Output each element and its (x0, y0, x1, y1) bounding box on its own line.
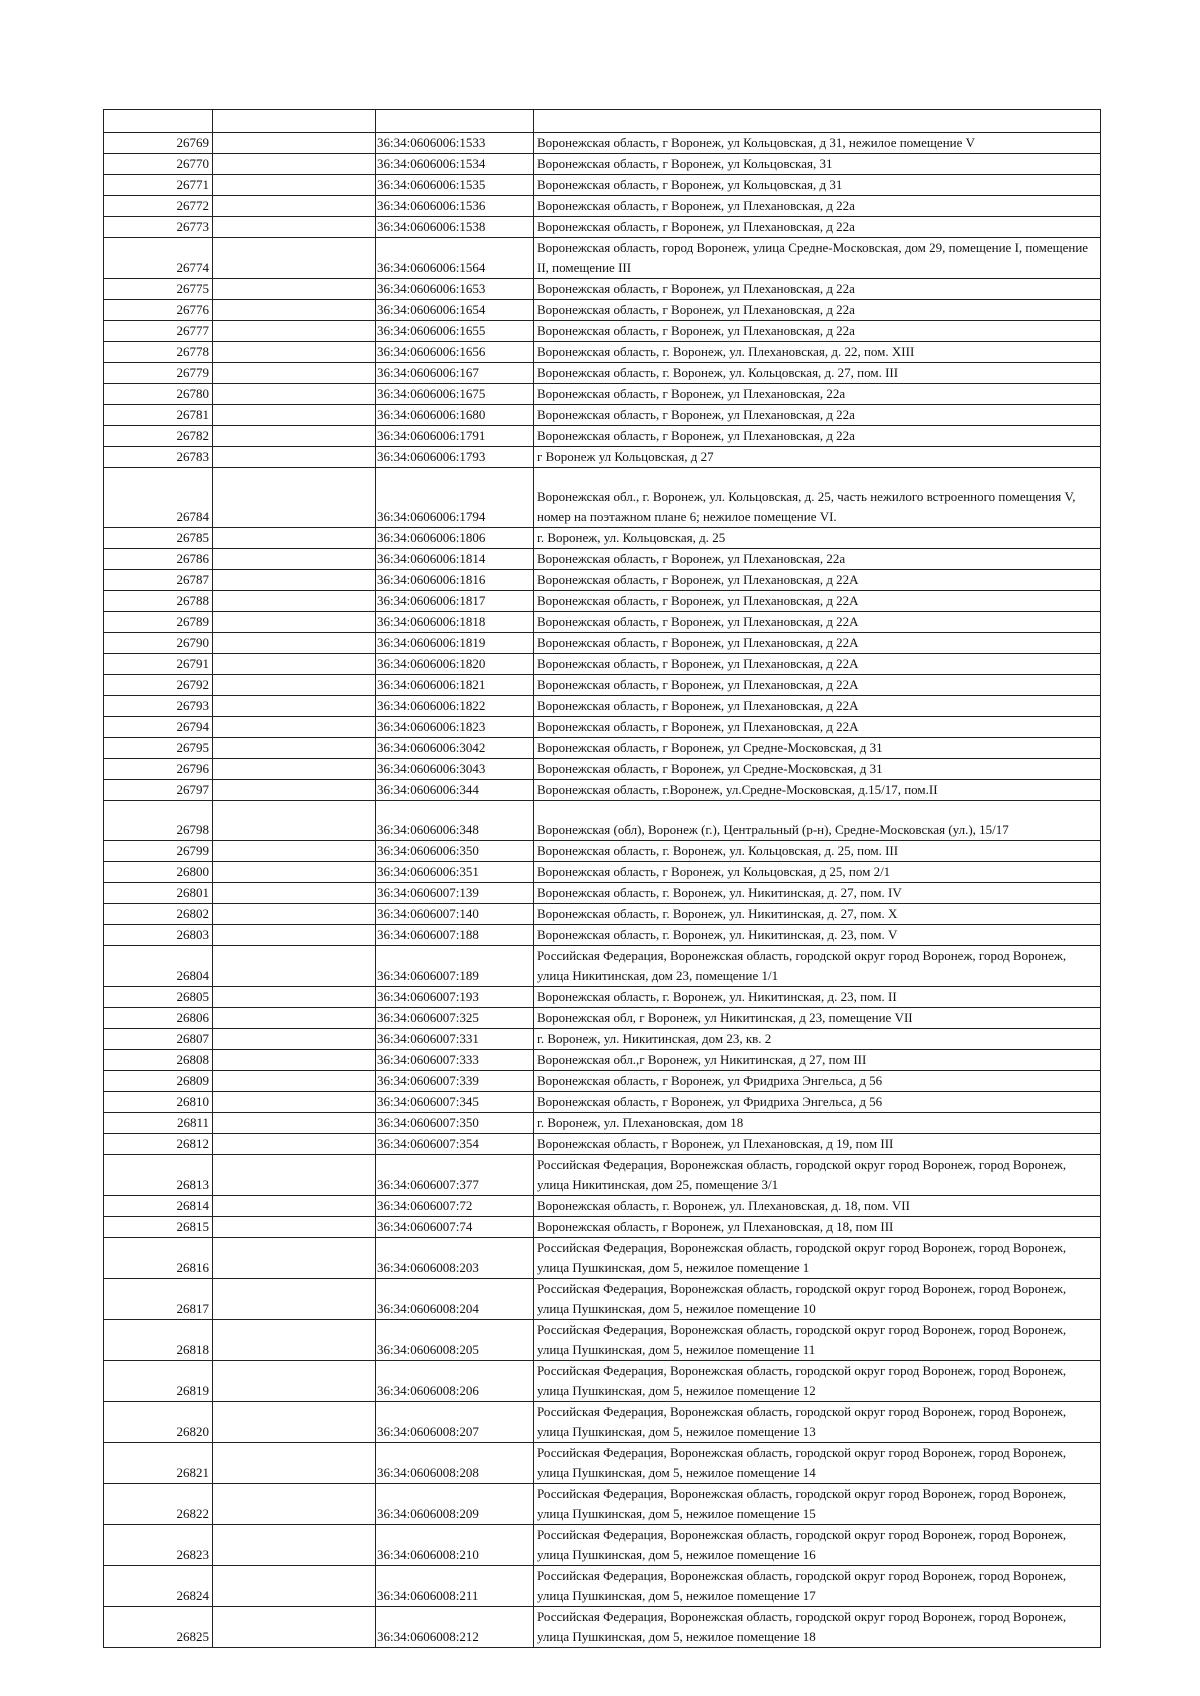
empty-cell (213, 780, 376, 801)
empty-cell (213, 801, 376, 841)
empty-cell (213, 925, 376, 946)
cadastral-number: 36:34:0606006:351 (376, 862, 534, 883)
table-row (104, 570, 1101, 591)
empty-cell (213, 110, 376, 133)
cadastral-number: 36:34:0606006:1822 (376, 696, 534, 717)
row-number: 26819 (104, 1361, 213, 1402)
table-row (104, 1566, 1101, 1607)
registry-table-sheet (103, 109, 1100, 1648)
row-number: 26778 (104, 342, 213, 363)
address-cell: Воронежская область, г Воронеж, ул Кольцовская, д 25, пом 2/1 (534, 862, 1101, 883)
row-number: 26781 (104, 405, 213, 426)
empty-cell (213, 1443, 376, 1484)
empty-cell (213, 570, 376, 591)
address-cell: Российская Федерация, Воронежская область, городской округ город Воронеж, город Воронеж, улица Пушкинская, дом 5, нежилое помещение 12 (534, 1361, 1101, 1402)
address-cell: Воронежская область, г Воронеж, ул Плехановская, д 22а (534, 217, 1101, 238)
address-cell: Российская Федерация, Воронежская область, городской округ город Воронеж, город Воронеж, улица Пушкинская, дом 5, нежилое помещение 10 (534, 1279, 1101, 1320)
address-cell: Воронежская область, г Воронеж, ул Плехановская, д 22А (534, 696, 1101, 717)
empty-cell (213, 549, 376, 570)
cadastral-number: 36:34:0606006:1794 (376, 468, 534, 528)
table-row (104, 801, 1101, 841)
row-number: 26792 (104, 675, 213, 696)
table-row (104, 1525, 1101, 1566)
empty-cell (213, 696, 376, 717)
table-row (104, 238, 1101, 279)
table-row (104, 654, 1101, 675)
cadastral-number: 36:34:0606006:167 (376, 363, 534, 384)
cadastral-number: 36:34:0606006:1533 (376, 133, 534, 154)
empty-cell (213, 175, 376, 196)
table-row (104, 1484, 1101, 1525)
empty-cell (213, 528, 376, 549)
row-number: 26812 (104, 1134, 213, 1155)
table-row (104, 1607, 1101, 1648)
empty-cell (213, 1008, 376, 1029)
row-number: 26777 (104, 321, 213, 342)
cadastral-number: 36:34:0606006:1536 (376, 196, 534, 217)
table-row (104, 675, 1101, 696)
address-cell: Воронежская область, г Воронеж, ул Плехановская, д 22А (534, 717, 1101, 738)
table-row (104, 342, 1101, 363)
empty-cell (213, 321, 376, 342)
address-cell: Воронежская область, г Воронеж, ул Плехановская, д 22а (534, 321, 1101, 342)
row-number: 26789 (104, 612, 213, 633)
row-number: 26799 (104, 841, 213, 862)
row-number: 26808 (104, 1050, 213, 1071)
row-number: 26785 (104, 528, 213, 549)
row-number: 26784 (104, 468, 213, 528)
table-row (104, 1238, 1101, 1279)
table-row (104, 300, 1101, 321)
address-cell: Воронежская область, г Воронеж, ул Плехановская, д 22а (534, 426, 1101, 447)
row-number: 26801 (104, 883, 213, 904)
address-cell: Российская Федерация, Воронежская область, городской округ город Воронеж, город Воронеж, улица Никитинская, дом 23, помещение 1/1 (534, 946, 1101, 987)
table-row (104, 1361, 1101, 1402)
address-cell: Воронежская область, г.Воронеж, ул.Средне-Московская, д.15/17, пом.II (534, 780, 1101, 801)
registry-table (103, 109, 1101, 1648)
address-cell: Воронежская область, г Воронеж, ул Фридриха Энгельса, д 56 (534, 1071, 1101, 1092)
table-row (104, 633, 1101, 654)
table-row (104, 1155, 1101, 1196)
table-row (104, 363, 1101, 384)
address-cell: Воронежская обл.,г Воронеж, ул Никитинская, д 27, пом III (534, 1050, 1101, 1071)
empty-cell (213, 238, 376, 279)
empty-cell (213, 633, 376, 654)
address-cell: Воронежская область, г Воронеж, ул Плехановская, д 22а (534, 279, 1101, 300)
cadastral-number: 36:34:0606008:206 (376, 1361, 534, 1402)
empty-cell (213, 1238, 376, 1279)
row-number: 26796 (104, 759, 213, 780)
cadastral-number: 36:34:0606007:325 (376, 1008, 534, 1029)
address-cell: Воронежская область, г Воронеж, ул Кольцовская, д 31 (534, 175, 1101, 196)
cadastral-number: 36:34:0606008:212 (376, 1607, 534, 1648)
row-number: 26817 (104, 1279, 213, 1320)
empty-cell (213, 654, 376, 675)
table-row (104, 1134, 1101, 1155)
address-cell: Воронежская обл., г. Воронеж, ул. Кольцовская, д. 25, часть нежилого встроенного помещения V, номер на поэтажном плане 6; нежилое помещение VI. (534, 468, 1101, 528)
empty-cell (213, 675, 376, 696)
address-cell: Воронежская область, г Воронеж, ул Плехановская, д 22а (534, 300, 1101, 321)
table-row (104, 468, 1101, 528)
cadastral-number: 36:34:0606007:193 (376, 987, 534, 1008)
empty-cell (213, 1320, 376, 1361)
address-cell: Воронежская область, г Воронеж, ул Плехановская, д 22а (534, 196, 1101, 217)
cadastral-number: 36:34:0606006:1535 (376, 175, 534, 196)
cadastral-number: 36:34:0606006:1654 (376, 300, 534, 321)
empty-cell (213, 1361, 376, 1402)
table-row (104, 841, 1101, 862)
address-cell: Воронежская область, г Воронеж, ул Плехановская, д 22А (534, 654, 1101, 675)
cadastral-number: 36:34:0606006:3043 (376, 759, 534, 780)
cadastral-number: 36:34:0606006:1791 (376, 426, 534, 447)
row-number: 26818 (104, 1320, 213, 1361)
table-row (104, 883, 1101, 904)
cadastral-number: 36:34:0606006:1653 (376, 279, 534, 300)
table-row (104, 1217, 1101, 1238)
cadastral-number: 36:34:0606006:1538 (376, 217, 534, 238)
empty-cell (213, 1196, 376, 1217)
address-cell: Воронежская область, г Воронеж, ул Плехановская, д 22А (534, 591, 1101, 612)
empty-cell (213, 717, 376, 738)
table-row (104, 1320, 1101, 1361)
row-number: 26803 (104, 925, 213, 946)
empty-cell (213, 759, 376, 780)
address-cell: Воронежская область, г Воронеж, ул Средне-Московская, д 31 (534, 738, 1101, 759)
empty-cell (213, 946, 376, 987)
cadastral-number: 36:34:0606006:1817 (376, 591, 534, 612)
empty-cell (213, 196, 376, 217)
empty-cell (213, 154, 376, 175)
address-cell: Воронежская область, г Воронеж, ул Плехановская, 22а (534, 384, 1101, 405)
empty-cell (213, 1029, 376, 1050)
table-row (104, 1279, 1101, 1320)
row-number: 26775 (104, 279, 213, 300)
row-number: 26802 (104, 904, 213, 925)
cadastral-number: 36:34:0606007:189 (376, 946, 534, 987)
table-row (104, 946, 1101, 987)
address-cell: Воронежская область, г. Воронеж, ул. Никитинская, д. 23, пом. V (534, 925, 1101, 946)
cadastral-number: 36:34:0606007:339 (376, 1071, 534, 1092)
table-row (104, 738, 1101, 759)
address-cell: Воронежская область, г Воронеж, ул Средне-Московская, д 31 (534, 759, 1101, 780)
row-number: 26786 (104, 549, 213, 570)
row-number: 26807 (104, 1029, 213, 1050)
row-number: 26780 (104, 384, 213, 405)
empty-cell (213, 1134, 376, 1155)
empty-cell (213, 904, 376, 925)
cadastral-number: 36:34:0606008:208 (376, 1443, 534, 1484)
row-number: 26793 (104, 696, 213, 717)
address-cell: Воронежская область, г Воронеж, ул Кольцовская, д 31, нежилое помещение V (534, 133, 1101, 154)
empty-cell (213, 862, 376, 883)
table-row (104, 780, 1101, 801)
table-row (104, 1008, 1101, 1029)
table-row (104, 904, 1101, 925)
empty-cell (213, 405, 376, 426)
row-number: 26821 (104, 1443, 213, 1484)
cadastral-number: 36:34:0606007:72 (376, 1196, 534, 1217)
cadastral-number: 36:34:0606007:188 (376, 925, 534, 946)
empty-cell (376, 110, 534, 133)
row-number: 26805 (104, 987, 213, 1008)
cadastral-number: 36:34:0606007:139 (376, 883, 534, 904)
row-number: 26779 (104, 363, 213, 384)
table-row (104, 384, 1101, 405)
table-row (104, 447, 1101, 468)
row-number: 26790 (104, 633, 213, 654)
cadastral-number: 36:34:0606006:3042 (376, 738, 534, 759)
cadastral-number: 36:34:0606006:1675 (376, 384, 534, 405)
table-row (104, 154, 1101, 175)
empty-cell (213, 1566, 376, 1607)
address-cell: Воронежская область, г Воронеж, ул Плехановская, д 22А (534, 612, 1101, 633)
empty-cell (213, 591, 376, 612)
cadastral-number: 36:34:0606006:350 (376, 841, 534, 862)
empty-cell (213, 426, 376, 447)
address-cell: Воронежская область, г. Воронеж, ул. Плехановская, д. 22, пом. XIII (534, 342, 1101, 363)
cadastral-number: 36:34:0606006:1820 (376, 654, 534, 675)
address-cell: Воронежская обл, г Воронеж, ул Никитинская, д 23, помещение VII (534, 1008, 1101, 1029)
cadastral-number: 36:34:0606006:1818 (376, 612, 534, 633)
row-number: 26773 (104, 217, 213, 238)
cadastral-number: 36:34:0606008:210 (376, 1525, 534, 1566)
cadastral-number: 36:34:0606006:1821 (376, 675, 534, 696)
row-number: 26825 (104, 1607, 213, 1648)
row-number: 26783 (104, 447, 213, 468)
address-cell: Воронежская область, г Воронеж, ул Фридриха Энгельса, д 56 (534, 1092, 1101, 1113)
cadastral-number: 36:34:0606006:1806 (376, 528, 534, 549)
row-number: 26782 (104, 426, 213, 447)
address-cell: Российская Федерация, Воронежская область, городской округ город Воронеж, город Воронеж, улица Никитинская, дом 25, помещение 3/1 (534, 1155, 1101, 1196)
row-number: 26795 (104, 738, 213, 759)
address-cell: г. Воронеж, ул. Плехановская, дом 18 (534, 1113, 1101, 1134)
cadastral-number: 36:34:0606007:331 (376, 1029, 534, 1050)
address-cell: Российская Федерация, Воронежская область, городской округ город Воронеж, город Воронеж, улица Пушкинская, дом 5, нежилое помещение 18 (534, 1607, 1101, 1648)
address-cell: Воронежская область, г. Воронеж, ул. Кольцовская, д. 25, пом. III (534, 841, 1101, 862)
empty-cell (213, 1113, 376, 1134)
cadastral-number: 36:34:0606006:1823 (376, 717, 534, 738)
empty-cell (213, 738, 376, 759)
empty-cell (213, 384, 376, 405)
empty-cell (213, 468, 376, 528)
address-cell: Российская Федерация, Воронежская область, городской округ город Воронеж, город Воронеж, улица Пушкинская, дом 5, нежилое помещение 11 (534, 1320, 1101, 1361)
empty-cell (213, 987, 376, 1008)
row-number: 26797 (104, 780, 213, 801)
empty-cell (213, 883, 376, 904)
address-cell: г. Воронеж, ул. Никитинская, дом 23, кв. 2 (534, 1029, 1101, 1050)
cadastral-number: 36:34:0606007:140 (376, 904, 534, 925)
empty-cell (213, 363, 376, 384)
row-number: 26791 (104, 654, 213, 675)
row-number: 26787 (104, 570, 213, 591)
row-number: 26813 (104, 1155, 213, 1196)
table-row (104, 862, 1101, 883)
address-cell: Воронежская область, г Воронеж, ул Плехановская, д 19, пом III (534, 1134, 1101, 1155)
empty-cell (213, 1279, 376, 1320)
empty-cell (213, 1050, 376, 1071)
empty-cell (213, 1155, 376, 1196)
address-cell: Воронежская область, г Воронеж, ул Кольцовская, 31 (534, 154, 1101, 175)
empty-cell (213, 1484, 376, 1525)
empty-cell (213, 279, 376, 300)
cadastral-number: 36:34:0606006:1656 (376, 342, 534, 363)
address-cell: Воронежская область, г Воронеж, ул Плехановская, д 22А (534, 633, 1101, 654)
empty-cell (213, 1092, 376, 1113)
cadastral-number: 36:34:0606008:207 (376, 1402, 534, 1443)
row-number: 26811 (104, 1113, 213, 1134)
cadastral-number: 36:34:0606008:204 (376, 1279, 534, 1320)
row-number: 26806 (104, 1008, 213, 1029)
row-number: 26769 (104, 133, 213, 154)
address-cell: Российская Федерация, Воронежская область, городской округ город Воронеж, город Воронеж, улица Пушкинская, дом 5, нежилое помещение 15 (534, 1484, 1101, 1525)
address-cell: Воронежская область, г. Воронеж, ул. Плехановская, д. 18, пом. VII (534, 1196, 1101, 1217)
cadastral-number: 36:34:0606006:1534 (376, 154, 534, 175)
row-number: 26771 (104, 175, 213, 196)
table-row (104, 528, 1101, 549)
table-row (104, 925, 1101, 946)
cadastral-number: 36:34:0606006:1655 (376, 321, 534, 342)
address-cell: Воронежская область, г Воронеж, ул Плехановская, д 22А (534, 675, 1101, 696)
cadastral-number: 36:34:0606006:1793 (376, 447, 534, 468)
table-row (104, 405, 1101, 426)
address-cell: Воронежская область, г Воронеж, ул Плехановская, д 18, пом III (534, 1217, 1101, 1238)
cadastral-number: 36:34:0606007:74 (376, 1217, 534, 1238)
row-number: 26810 (104, 1092, 213, 1113)
empty-cell (213, 1607, 376, 1648)
empty-cell (213, 133, 376, 154)
empty-cell (213, 1402, 376, 1443)
address-cell: Воронежская область, г. Воронеж, ул. Никитинская, д. 27, пом. X (534, 904, 1101, 925)
cadastral-number: 36:34:0606006:1814 (376, 549, 534, 570)
empty-cell (213, 447, 376, 468)
row-number: 26814 (104, 1196, 213, 1217)
cadastral-number: 36:34:0606006:344 (376, 780, 534, 801)
table-row (104, 321, 1101, 342)
table-row (104, 591, 1101, 612)
table-row (104, 1092, 1101, 1113)
table-row (104, 717, 1101, 738)
table-row (104, 1443, 1101, 1484)
row-number: 26798 (104, 801, 213, 841)
empty-cell (213, 841, 376, 862)
table-row (104, 987, 1101, 1008)
cadastral-number: 36:34:0606006:1564 (376, 238, 534, 279)
table-row (104, 196, 1101, 217)
address-cell: Российская Федерация, Воронежская область, городской округ город Воронеж, город Воронеж, улица Пушкинская, дом 5, нежилое помещение 17 (534, 1566, 1101, 1607)
empty-cell (213, 1217, 376, 1238)
table-top-row (104, 110, 1101, 133)
table-row (104, 612, 1101, 633)
address-cell: г. Воронеж, ул. Кольцовская, д. 25 (534, 528, 1101, 549)
empty-cell (534, 110, 1101, 133)
table-row (104, 133, 1101, 154)
row-number: 26800 (104, 862, 213, 883)
empty-cell (213, 1071, 376, 1092)
table-row (104, 1402, 1101, 1443)
empty-cell (213, 612, 376, 633)
address-cell: Российская Федерация, Воронежская область, городской округ город Воронеж, город Воронеж, улица Пушкинская, дом 5, нежилое помещение 13 (534, 1402, 1101, 1443)
empty-cell (213, 1525, 376, 1566)
table-row (104, 1050, 1101, 1071)
address-cell: Российская Федерация, Воронежская область, городской округ город Воронеж, город Воронеж, улица Пушкинская, дом 5, нежилое помещение 1 (534, 1238, 1101, 1279)
row-number: 26822 (104, 1484, 213, 1525)
row-number: 26770 (104, 154, 213, 175)
empty-cell (213, 300, 376, 321)
address-cell: Воронежская (обл), Воронеж (г.), Центральный (р-н), Средне-Московская (ул.), 15/17 (534, 801, 1101, 841)
cadastral-number: 36:34:0606007:377 (376, 1155, 534, 1196)
table-row (104, 1029, 1101, 1050)
table-row (104, 759, 1101, 780)
row-number: 26794 (104, 717, 213, 738)
table-row (104, 1071, 1101, 1092)
cadastral-number: 36:34:0606008:209 (376, 1484, 534, 1525)
table-row (104, 1196, 1101, 1217)
row-number: 26823 (104, 1525, 213, 1566)
cadastral-number: 36:34:0606007:350 (376, 1113, 534, 1134)
table-row (104, 426, 1101, 447)
cadastral-number: 36:34:0606006:1816 (376, 570, 534, 591)
row-number: 26809 (104, 1071, 213, 1092)
address-cell: Воронежская область, г Воронеж, ул Плехановская, 22а (534, 549, 1101, 570)
cadastral-number: 36:34:0606008:205 (376, 1320, 534, 1361)
address-cell: Воронежская область, г. Воронеж, ул. Никитинская, д. 27, пом. IV (534, 883, 1101, 904)
table-row (104, 279, 1101, 300)
cadastral-number: 36:34:0606008:211 (376, 1566, 534, 1607)
cadastral-number: 36:34:0606007:354 (376, 1134, 534, 1155)
row-number: 26816 (104, 1238, 213, 1279)
row-number: 26820 (104, 1402, 213, 1443)
address-cell: Воронежская область, город Воронеж, улица Средне-Московская, дом 29, помещение I, помещение II, помещение III (534, 238, 1101, 279)
row-number: 26804 (104, 946, 213, 987)
cadastral-number: 36:34:0606008:203 (376, 1238, 534, 1279)
address-cell: Российская Федерация, Воронежская область, городской округ город Воронеж, город Воронеж, улица Пушкинская, дом 5, нежилое помещение 14 (534, 1443, 1101, 1484)
table-row (104, 175, 1101, 196)
address-cell: Российская Федерация, Воронежская область, городской округ город Воронеж, город Воронеж, улица Пушкинская, дом 5, нежилое помещение 16 (534, 1525, 1101, 1566)
cadastral-number: 36:34:0606007:345 (376, 1092, 534, 1113)
table-row (104, 549, 1101, 570)
row-number: 26815 (104, 1217, 213, 1238)
table-row (104, 1113, 1101, 1134)
registry-table-body (104, 110, 1101, 1648)
empty-cell (104, 110, 213, 133)
address-cell: Воронежская область, г. Воронеж, ул. Кольцовская, д. 27, пом. III (534, 363, 1101, 384)
address-cell: Воронежская область, г Воронеж, ул Плехановская, д 22А (534, 570, 1101, 591)
address-cell: Воронежская область, г. Воронеж, ул. Никитинская, д. 23, пом. II (534, 987, 1101, 1008)
cadastral-number: 36:34:0606006:1819 (376, 633, 534, 654)
table-row (104, 696, 1101, 717)
cadastral-number: 36:34:0606006:1680 (376, 405, 534, 426)
row-number: 26772 (104, 196, 213, 217)
row-number: 26776 (104, 300, 213, 321)
cadastral-number: 36:34:0606007:333 (376, 1050, 534, 1071)
row-number: 26774 (104, 238, 213, 279)
row-number: 26824 (104, 1566, 213, 1607)
empty-cell (213, 342, 376, 363)
table-row (104, 217, 1101, 238)
address-cell: Воронежская область, г Воронеж, ул Плехановская, д 22а (534, 405, 1101, 426)
row-number: 26788 (104, 591, 213, 612)
cadastral-number: 36:34:0606006:348 (376, 801, 534, 841)
address-cell: г Воронеж ул Кольцовская, д 27 (534, 447, 1101, 468)
empty-cell (213, 217, 376, 238)
